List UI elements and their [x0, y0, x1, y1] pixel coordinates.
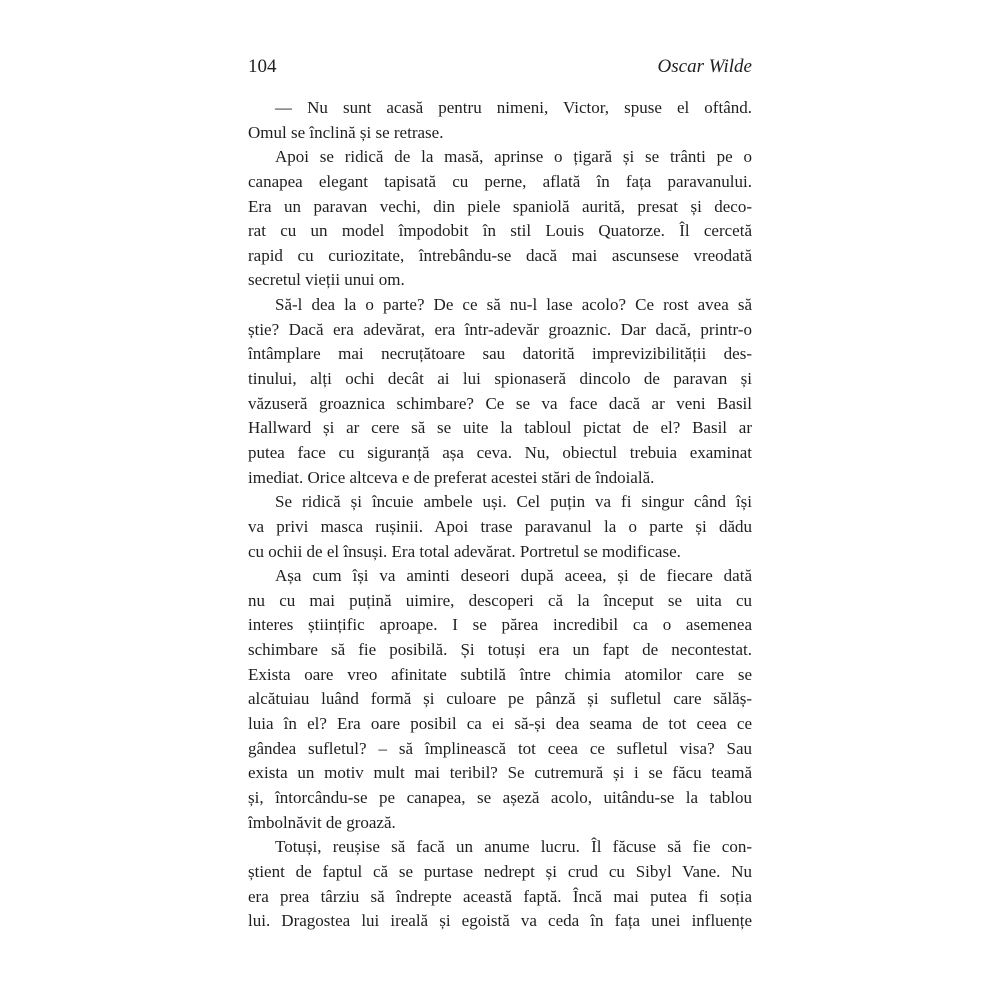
- paragraph: [248, 96, 752, 145]
- text-line: canapea elegant tapisată cu perne, aflată în fața paravanului.: [248, 171, 752, 191]
- text-line: putea face cu siguranță așa ceva. Nu, obiectul trebuia examinat: [248, 442, 752, 462]
- text-line: interes științific aproape. I se părea incredibil ca o asemenea: [248, 615, 752, 635]
- body-text: [248, 96, 752, 934]
- text-line: Hallward și ar cere să se uite la tabloul pictat de el? Basil ar: [248, 418, 752, 438]
- paragraph: [248, 564, 752, 835]
- text-line: exista un motiv mult mai teribil? Se cutremură și i se făcu teamă: [248, 763, 752, 783]
- running-header-author: Oscar Wilde: [657, 56, 752, 77]
- text-line: tinului, alți ochi decât ai lui spionaseră dincolo de paravan și: [248, 369, 752, 389]
- text-line: Se ridică și încuie ambele uși. Cel puțin va fi singur când își: [275, 492, 752, 512]
- text-line: era prea târziu să îndrepte această faptă. Încă mai putea fi soția: [248, 886, 752, 906]
- text-line: schimbare să fie posibilă. Și totuși era un fapt de necontestat.: [248, 640, 752, 660]
- text-line: Era un paravan vechi, din piele spaniolă aurită, presat și deco-: [248, 196, 752, 216]
- book-page: [248, 54, 752, 934]
- paragraph: [248, 293, 752, 490]
- text-line: secretul vieții unui om.: [248, 270, 405, 290]
- text-line: Exista oare vreo afinitate subtilă între chimia atomilor care se: [248, 664, 752, 684]
- text-line: și, întorcându-se pe canapea, se așeză acolo, uitându-se la tablou: [248, 787, 752, 807]
- text-line: știent de faptul că se purtase nedrept și crud cu Sibyl Vane. Nu: [248, 861, 752, 881]
- text-line: rapid cu curiozitate, întrebându-se dacă mai ascunsese vreodată: [248, 245, 752, 265]
- text-line: va privi masca rușinii. Apoi trase paravanul la o parte și dădu: [248, 516, 752, 536]
- text-line: văzuseră groaznica schimbare? Ce se va face dacă ar veni Basil: [248, 393, 752, 413]
- text-line: imediat. Orice altceva e de preferat acestei stări de îndoială.: [248, 467, 655, 487]
- text-line: Așa cum își va aminti deseori după aceea, și de fiecare dată: [275, 566, 752, 586]
- text-line: Totuși, reușise să facă un anume lucru. Îl făcuse să fie con-: [275, 837, 752, 857]
- paragraph: [248, 490, 752, 564]
- text-line: alcătuiau luând formă și culoare pe pânză și sufletul care sălăș-: [248, 689, 752, 709]
- paragraph: [248, 145, 752, 293]
- running-header: [248, 54, 752, 80]
- text-line: nu cu mai puțină uimire, descoperi că la început se uita cu: [248, 590, 752, 610]
- text-line: știe? Dacă era adevărat, era într-adevăr groaznic. Dar dacă, printr-o: [248, 319, 752, 339]
- text-line: lui. Dragostea lui ireală și egoistă va ceda în fața unei influențe: [248, 911, 752, 931]
- text-line: rat cu un model împodobit în stil Louis Quatorze. Îl cercetă: [248, 221, 752, 241]
- text-line: îmbolnăvit de groază.: [248, 812, 396, 832]
- text-line: Să-l dea la o parte? De ce să nu-l lase acolo? Ce rost avea să: [275, 295, 752, 315]
- text-line: cu ochii de el însuși. Era total adevărat. Portretul se modificase.: [248, 541, 681, 561]
- text-line: — Nu sunt acasă pentru nimeni, Victor, spuse el oftând.: [275, 98, 752, 117]
- text-line: Apoi se ridică de la masă, aprinse o țigară și se trânti pe o: [275, 147, 752, 167]
- text-line: gândea sufletul? – să împlinească tot ceea ce sufletul visa? Sau: [248, 738, 752, 758]
- text-line: Omul se înclină și se retrase.: [248, 122, 444, 142]
- text-line: luia în el? Era oare posibil ca ei să-și dea seama de tot ceea ce: [248, 714, 752, 734]
- paragraph: [248, 835, 752, 934]
- text-line: întâmplare mai necruțătoare sau datorită imprevizibilității des-: [248, 344, 752, 364]
- page-number: 104: [248, 56, 277, 77]
